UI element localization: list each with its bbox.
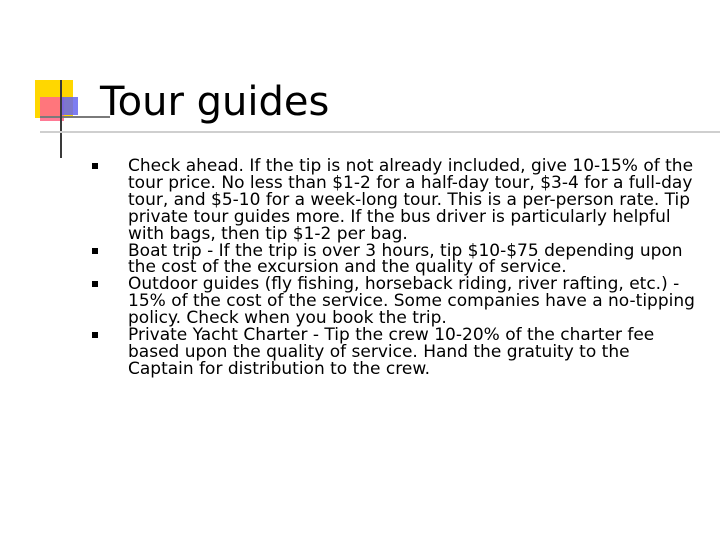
blue-square bbox=[60, 97, 78, 115]
slide-title: Tour guides bbox=[100, 79, 330, 125]
square-bullet-icon bbox=[92, 248, 98, 254]
bullet-item-yacht-charter bbox=[90, 327, 695, 378]
bullet-item-boat-trip bbox=[90, 240, 695, 278]
bullet-item-check-ahead bbox=[90, 158, 695, 243]
bullet-text: Private Yacht Charter - Tip the crew 10-20% of the charter fee based upon the quality of service. Hand the gratuity to the Captain for distribution to the crew. bbox=[128, 325, 655, 379]
title-divider bbox=[40, 131, 720, 133]
bullet-text: Outdoor guides (fly fishing, horseback riding, river rafting, etc.) - 15% of the cost of the service. Some companies have a no-tipping policy. Check when you book the trip. bbox=[128, 274, 695, 329]
square-bullet-icon bbox=[92, 281, 98, 287]
square-bullet-icon bbox=[92, 163, 98, 169]
bullet-text: Boat trip - If the trip is over 3 hours, tip $10-$75 depending upon the cost of the excursion and the quality of service. bbox=[128, 240, 683, 278]
bullet-text: Check ahead. If the tip is not already included, give 10-15% of the tour price. No less than $1-2 for a half-day tour, $3-4 for a full-day tour, and $5-10 for a week-long tour. This is a per-person rate. Tip private tour guides more. If the bus driver is particularly helpful with bags, then tip $1-2 per bag. bbox=[128, 156, 694, 244]
bullet-item-outdoor-guides bbox=[90, 276, 695, 327]
decoration-vertical-line bbox=[60, 80, 62, 158]
bullet-list bbox=[90, 158, 695, 378]
square-bullet-icon bbox=[92, 332, 98, 338]
